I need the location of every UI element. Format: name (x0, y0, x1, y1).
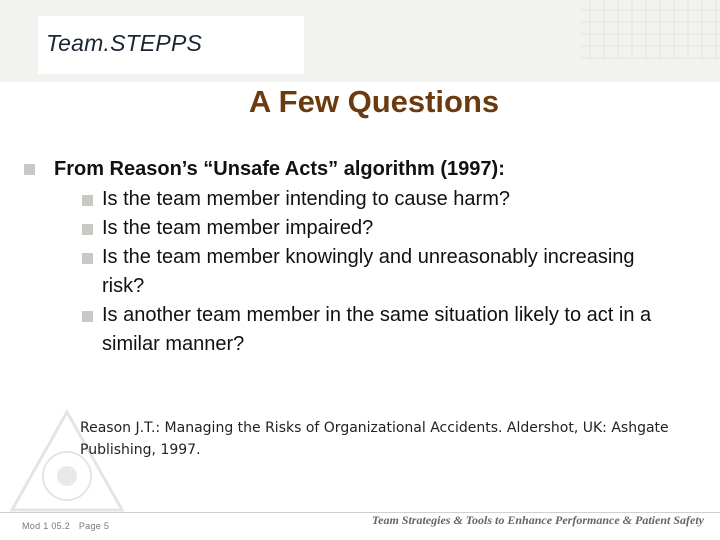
sub-bullet-text: Is another team member in the same situation likely to act in a similar manner? (102, 304, 652, 355)
square-bullet-icon (82, 311, 93, 322)
bullet-item (20, 153, 710, 185)
square-bullet-icon (82, 253, 93, 264)
module-number: Mod 1 05.2 (22, 521, 71, 531)
slide-content (20, 153, 710, 359)
square-bullet-icon (82, 195, 93, 206)
slide-title: A Few Questions (248, 84, 500, 119)
sub-bullet-item (20, 185, 710, 214)
bullet-text: From Reason’s “Unsafe Acts” algorithm (1997): (54, 158, 505, 180)
footer-tagline: Team Strategies & Tools to Enhance Performance & Patient Safety (371, 513, 704, 527)
square-bullet-icon (82, 224, 93, 235)
footer-module-info (22, 521, 115, 531)
teamstepps-logo: Team.STEPPS (46, 30, 203, 56)
sub-bullet-text: Is the team member intending to cause harm? (102, 188, 510, 210)
reference-citation: Reason J.T.: Managing the Risks of Organizational Accidents. Aldershot, UK: Ashgate Publishing, 1997. (80, 420, 669, 458)
page-number: Page 5 (78, 521, 110, 531)
sub-bullet-text: Is the team member impaired? (102, 217, 374, 239)
sub-bullet-item (20, 301, 702, 359)
square-bullet-icon (24, 164, 35, 175)
sub-bullet-item (20, 243, 662, 301)
grid-decoration-icon (580, 0, 720, 60)
sub-bullet-item (20, 214, 710, 243)
sub-bullet-text: Is the team member knowingly and unreasonably increasing risk? (102, 246, 635, 297)
